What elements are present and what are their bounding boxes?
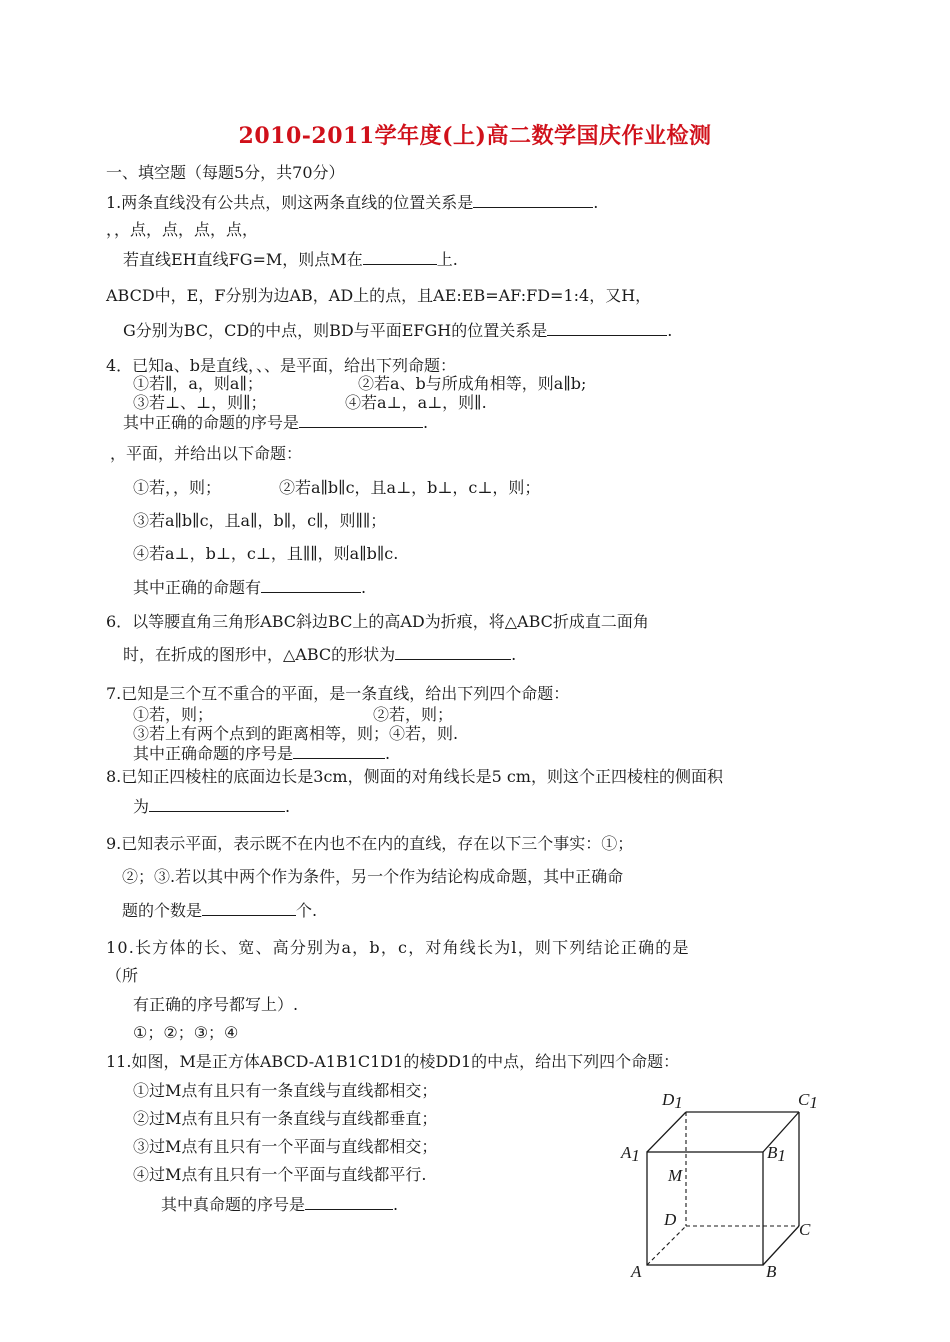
question-text: 为 bbox=[133, 797, 150, 816]
punct: . bbox=[511, 645, 517, 664]
edge-a-d bbox=[647, 1226, 686, 1265]
question-9-line-b: ②；③.若以其中两个作为条件，另一个作为结论构成命题，其中正确命 bbox=[122, 867, 624, 886]
question-11-option-3: ③过M点有且只有一个平面与直线都相交； bbox=[133, 1137, 438, 1156]
question-11-option-1: ①过M点有且只有一条直线与直线都相交； bbox=[133, 1081, 438, 1100]
question-text: 时，在折成的图形中，△ABC的形状为 bbox=[123, 645, 396, 664]
question-text: G分别为BC，CD的中点，则BD与平面EFGH的位置关系是 bbox=[123, 321, 548, 340]
question-text: 若直线EH直线FG=M，则点M在 bbox=[123, 250, 363, 269]
page-title: 2010-2011学年度(上)高二数学国庆作业检测 bbox=[238, 123, 712, 149]
question-7-line-a: 7.已知是三个互不重合的平面，是一条直线，给出下列四个命题： bbox=[106, 684, 570, 703]
label-c: C bbox=[799, 1220, 811, 1239]
question-7-option-3-4: ③若上有两个点到的距离相等，则；④若，则. bbox=[133, 724, 459, 743]
label-d: D bbox=[664, 1210, 677, 1229]
question-4-line-a: 4．已知a、b是直线，、、是平面，给出下列命题： bbox=[106, 356, 456, 375]
question-8-line-a: 8.已知正四棱柱的底面边长是3cm，侧面的对角线长是5 cm，则这个正四棱柱的侧面积 bbox=[106, 767, 723, 786]
question-10-line-b: （所 bbox=[106, 966, 139, 985]
edge-b-c bbox=[763, 1226, 799, 1265]
label-a1: A1 bbox=[621, 1143, 640, 1165]
question-text: 题的个数是 bbox=[122, 901, 203, 920]
punct: . bbox=[423, 413, 429, 432]
question-4-option-1: ①若∥，a，则a∥； bbox=[133, 374, 263, 393]
punct: . bbox=[593, 193, 599, 212]
label-b: B bbox=[766, 1262, 777, 1281]
section-heading: 一、填空题（每题5分，共70分） bbox=[106, 163, 345, 182]
label-b1: B1 bbox=[767, 1143, 786, 1165]
question-5-line-a: ，平面，并给出以下命题： bbox=[110, 444, 303, 463]
punct: . bbox=[285, 797, 291, 816]
question-5-option-1: ①若，，则； bbox=[133, 478, 222, 497]
question-text: 1.两条直线没有公共点，则这两条直线的位置关系是 bbox=[106, 193, 474, 212]
punct: . bbox=[385, 744, 391, 763]
question-5-option-4: ④若a⊥，b⊥，c⊥，且∥∥，则a∥b∥c. bbox=[133, 544, 399, 563]
question-text: 其中正确的命题的序号是 bbox=[123, 413, 300, 432]
label-d1: D1 bbox=[662, 1090, 683, 1112]
question-10-options: ①；②；③；④ bbox=[133, 1023, 239, 1042]
punct: . bbox=[361, 578, 367, 597]
question-text: 其中正确的命题有 bbox=[133, 578, 262, 597]
punct: 个. bbox=[296, 901, 318, 920]
question-7-option-1: ①若，则； bbox=[133, 705, 214, 724]
question-5-option-3: ③若a∥b∥c，且a∥，b∥，c∥，则∥∥； bbox=[133, 511, 387, 530]
edge-a1-d1 bbox=[647, 1112, 686, 1152]
question-10-line-a: 10.长方体的长、宽、高分别为a，b，c，对角线长为l，则下列结论正确的是 bbox=[106, 938, 690, 957]
question-11-option-2: ②过M点有且只有一条直线与直线都垂直； bbox=[133, 1109, 438, 1128]
question-11-option-4: ④过M点有且只有一个平面与直线都平行. bbox=[133, 1165, 427, 1184]
label-a: A bbox=[631, 1262, 642, 1281]
cube-edges bbox=[647, 1112, 799, 1265]
punct: . bbox=[393, 1195, 399, 1214]
label-c1: C1 bbox=[798, 1090, 818, 1112]
question-7-option-2: ②若，则； bbox=[373, 705, 454, 724]
question-11-line-a: 11.如图，M是正方体ABCD-A1B1C1D1的棱DD1的中点，给出下列四个命题： bbox=[106, 1052, 680, 1071]
question-9-line-a: 9.已知表示平面，表示既不在内也不在内的直线，存在以下三个事实：①； bbox=[106, 834, 634, 853]
question-5-option-2: ②若a∥b∥c，且a⊥，b⊥，c⊥，则； bbox=[279, 478, 541, 497]
label-m: M bbox=[668, 1166, 683, 1185]
question-6-line-a: 6．以等腰直角三角形ABC斜边BC上的高AD为折痕，将△ABC折成直二面角 bbox=[106, 612, 649, 631]
question-4-option-2: ②若a、b与所成角相等，则a∥b; bbox=[358, 374, 587, 393]
question-10-line-c: 有正确的序号都写上）. bbox=[133, 995, 299, 1014]
punct: 上. bbox=[436, 250, 458, 269]
punct: . bbox=[667, 321, 673, 340]
question-4-option-4: ④若a⊥，a⊥，则∥. bbox=[345, 393, 487, 412]
question-2-line-a: ，，点，点，点，点， bbox=[106, 220, 259, 239]
hidden-edges bbox=[647, 1112, 799, 1265]
question-text: 其中真命题的序号是 bbox=[161, 1195, 306, 1214]
question-3-line-a: ABCD中，E，F分别为边AB，AD上的点，且AE:EB=AF:FD=1:4，又H， bbox=[106, 286, 652, 305]
question-4-option-3: ③若⊥、⊥，则∥； bbox=[133, 393, 267, 412]
question-text: 其中正确命题的序号是 bbox=[133, 744, 294, 763]
